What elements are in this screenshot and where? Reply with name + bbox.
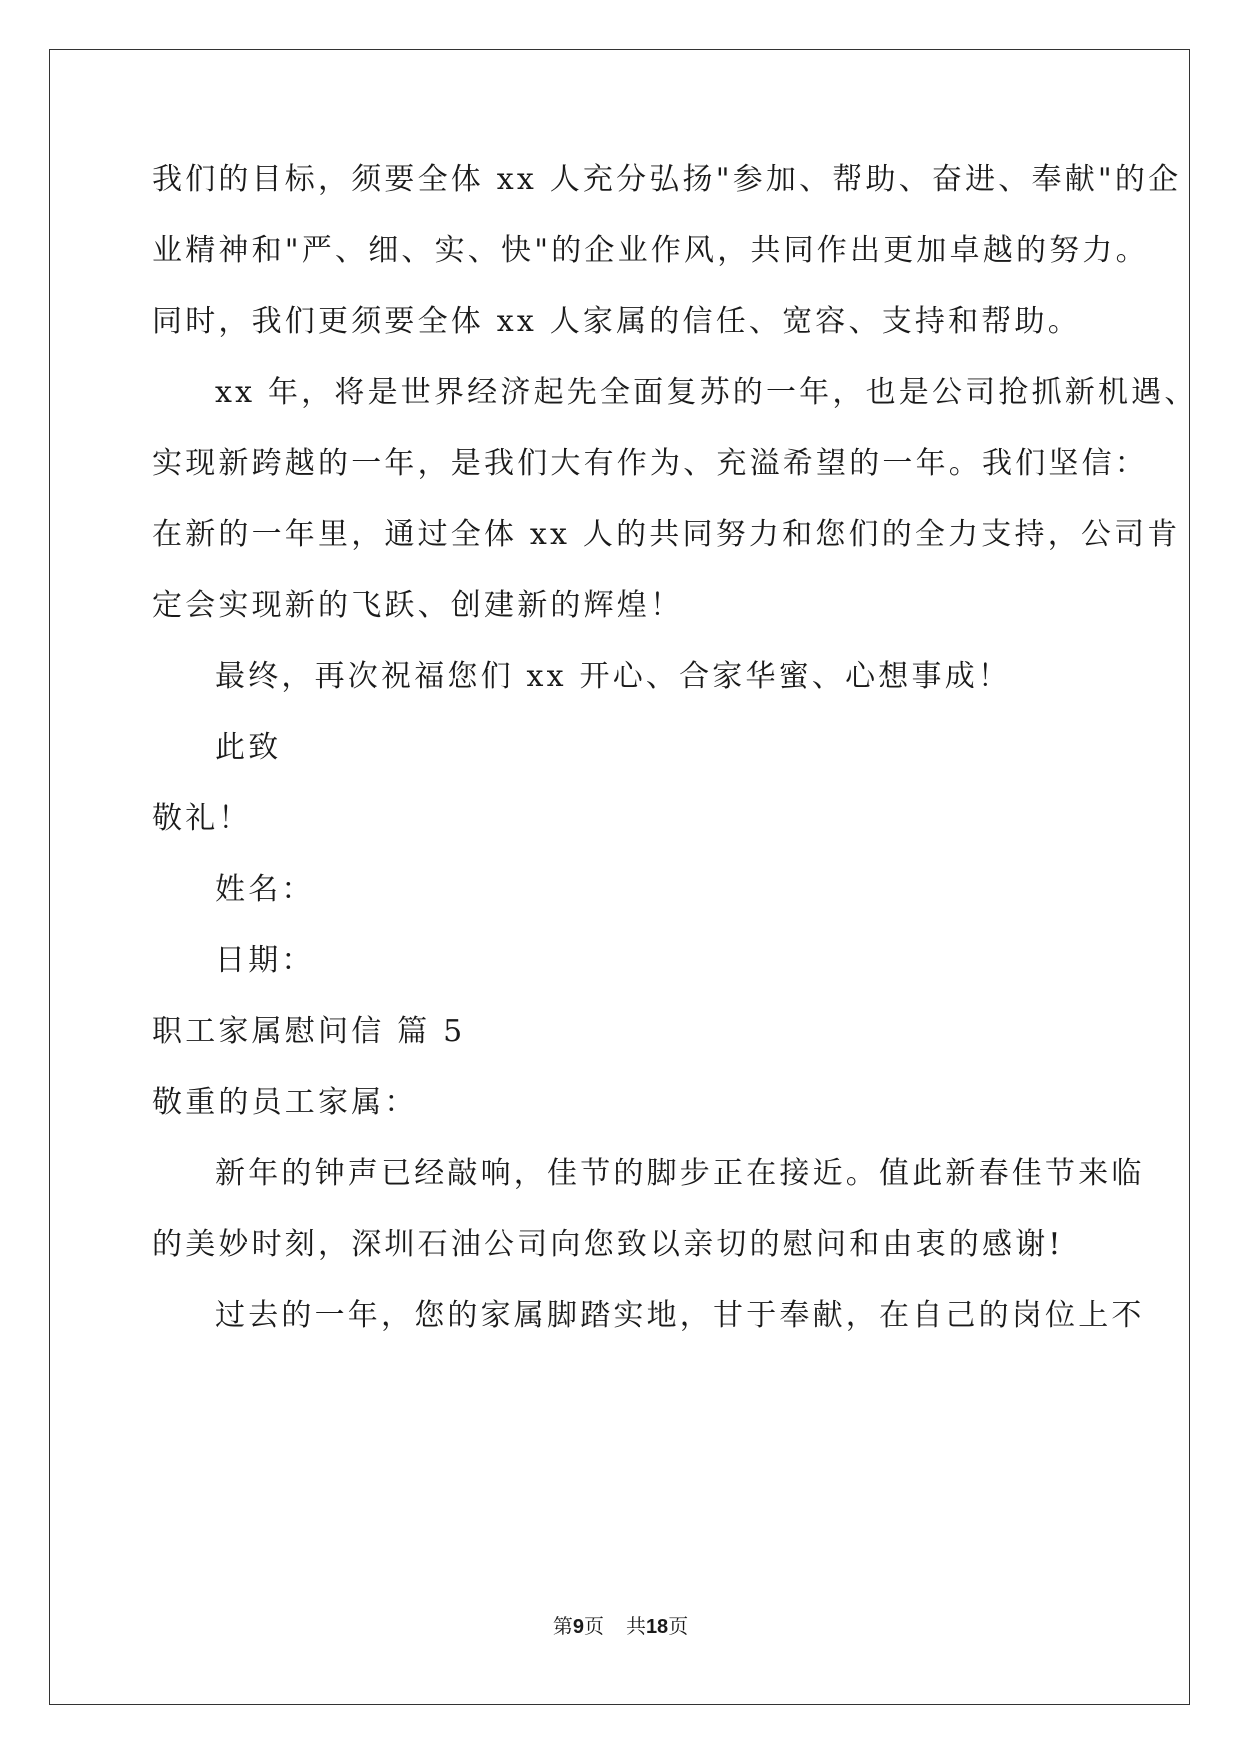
total-page-count: 18 bbox=[645, 1616, 669, 1638]
text-line: 过去的一年，您的家属脚踏实地，甘于奉献，在自己的岗位上不 bbox=[215, 1298, 1145, 1333]
text-line: 定会实现新的飞跃、创建新的辉煌！ bbox=[152, 588, 684, 623]
text-line: 我们的目标，须要全体 xx 人充分弘扬"参加、帮助、奋进、奉献"的企 bbox=[152, 162, 1182, 197]
text-line: 实现新跨越的一年，是我们大有作为、充溢希望的一年。我们坚信： bbox=[152, 446, 1148, 481]
text-line: 的美妙时刻，深圳石油公司向您致以亲切的慰问和由衷的感谢! bbox=[152, 1227, 1064, 1262]
total-prefix: 共 bbox=[625, 1614, 646, 1638]
current-page-number: 9 bbox=[572, 1616, 584, 1638]
text-line: 在新的一年里，通过全体 xx 人的共同努力和您们的全力支持，公司肯 bbox=[152, 517, 1181, 552]
closing-phrase: 此致 bbox=[215, 730, 282, 765]
text-line: 同时，我们更须要全体 xx 人家属的信任、宽容、支持和帮助。 bbox=[152, 304, 1081, 339]
page-suffix: 页 bbox=[583, 1614, 604, 1638]
date-field-label: 日期： bbox=[215, 943, 315, 978]
text-line: 业精神和"严、细、实、快"的企业作风，共同作出更加卓越的努力。 bbox=[152, 233, 1149, 268]
text-line: 新年的钟声已经敲响，佳节的脚步正在接近。值此新春佳节来临 bbox=[215, 1156, 1145, 1191]
text-line: 最终，再次祝福您们 xx 开心、合家华蜜、心想事成！ bbox=[215, 659, 1012, 694]
section-heading: 职工家属慰问信 篇 5 bbox=[152, 1014, 466, 1049]
text-line: xx 年，将是世界经济起先全面复苏的一年，也是公司抢抓新机遇、 bbox=[215, 375, 1198, 410]
page-prefix: 第 bbox=[552, 1614, 573, 1638]
total-suffix: 页 bbox=[668, 1614, 689, 1638]
page-footer bbox=[0, 1614, 1241, 1639]
letter-greeting: 敬重的员工家属： bbox=[152, 1085, 418, 1120]
salutation-closing: 敬礼！ bbox=[152, 801, 252, 836]
name-field-label: 姓名： bbox=[215, 872, 315, 907]
